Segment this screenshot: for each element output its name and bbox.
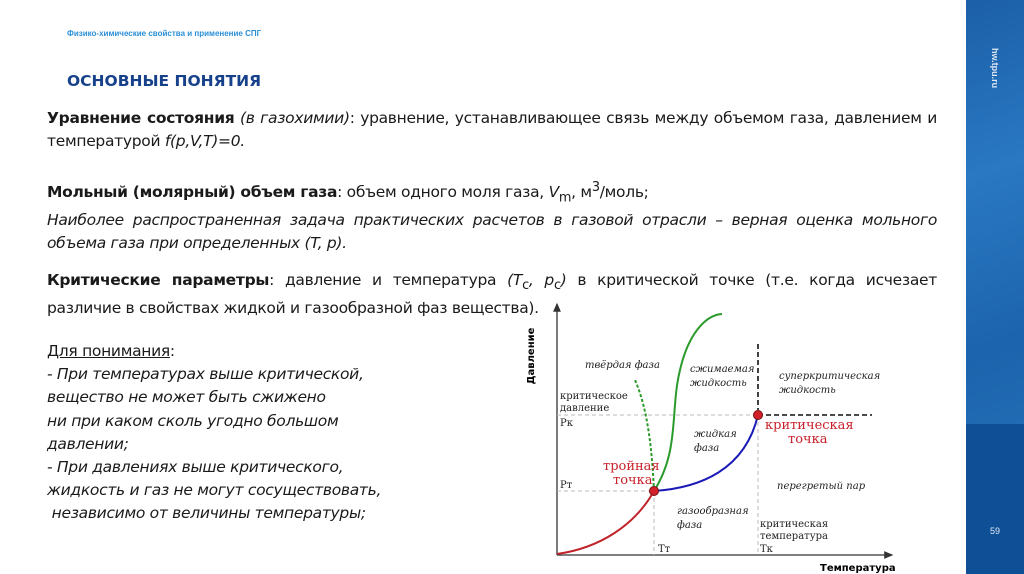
list-line: жидкость и газ не могут сосуществовать, bbox=[47, 481, 382, 500]
understanding-section bbox=[47, 340, 447, 526]
triple-point-label: тройная bbox=[603, 459, 660, 474]
paragraph-equation-of-state bbox=[47, 107, 937, 153]
text: в критической точке (т.е. когда исчезает различие в свойствах жидкой и газообразной фаз вещества). bbox=[47, 271, 937, 318]
text: /моль; bbox=[599, 183, 649, 202]
colon: : bbox=[169, 342, 175, 360]
pk-label: Pк bbox=[560, 418, 573, 429]
symbol: , p bbox=[528, 271, 554, 289]
sidebar-decoration bbox=[966, 0, 1024, 574]
compressible-liquid-label: жидкость bbox=[690, 378, 747, 389]
sidebar-footer bbox=[966, 424, 1024, 574]
liquid-phase-label: жидкая bbox=[694, 429, 737, 440]
note: (в газохимии) bbox=[240, 109, 350, 127]
x-axis-label: Температура bbox=[820, 563, 896, 574]
gas-phase-label: газообразная bbox=[677, 506, 749, 517]
superheated-vapor-label: перегретый пар bbox=[777, 481, 866, 492]
critical-point-label: критическая bbox=[765, 418, 854, 433]
page-number: 59 bbox=[989, 526, 1000, 536]
site-url: hw.tpu.ru bbox=[990, 48, 1000, 89]
compressible-liquid-label: сжимаемая bbox=[690, 364, 755, 375]
subscript: m bbox=[558, 190, 572, 206]
slide-title: ОСНОВНЫЕ ПОНЯТИЯ bbox=[67, 72, 262, 90]
critical-pressure-label: давление bbox=[560, 403, 610, 414]
superscript: 3 bbox=[591, 180, 600, 195]
text: : объем одного моля газа, bbox=[337, 183, 549, 202]
tk-label: Tк bbox=[760, 544, 773, 555]
list-line: - При температурах выше критической, bbox=[47, 365, 364, 384]
sublimation-curve bbox=[557, 491, 654, 554]
term: Критические параметры bbox=[47, 271, 270, 289]
melting-curve bbox=[654, 314, 722, 491]
text: : давление и температура bbox=[269, 271, 508, 289]
phase-diagram bbox=[520, 300, 900, 574]
symbol: ) bbox=[560, 271, 567, 289]
symbol: V bbox=[548, 183, 559, 202]
subscript: c bbox=[522, 278, 529, 294]
section-heading: Для понимания bbox=[47, 342, 170, 360]
liquid-phase-label: фаза bbox=[694, 443, 720, 454]
formula: f(p,V,T)=0. bbox=[164, 132, 245, 150]
text: , м bbox=[571, 183, 592, 202]
critical-temperature-label: температура bbox=[760, 531, 828, 542]
list-line: ни при каком сколь угодно большом bbox=[47, 411, 339, 430]
text: : уравнение, устанавливающее связь между объемом газа, давлением и температурой bbox=[47, 109, 937, 150]
term: Уравнение состояния bbox=[47, 109, 235, 127]
list-line: независимо от величины температуры; bbox=[47, 504, 366, 523]
gas-phase-label: фаза bbox=[677, 520, 703, 531]
critical-pressure-label: критическое bbox=[560, 391, 628, 402]
subscript: c bbox=[553, 278, 561, 294]
triple-point-label: точка bbox=[613, 473, 653, 488]
list-line: вещество не может быть сжижено bbox=[47, 388, 326, 407]
paragraph-molar-volume bbox=[47, 176, 937, 255]
italic-note: Наиболее распространенная задача практических расчетов в газовой отрасли – верная оценка мольного объема газа при определенных (T, p). bbox=[47, 211, 937, 253]
critical-point-marker bbox=[754, 411, 763, 420]
critical-temperature-label: критическая bbox=[760, 519, 829, 530]
y-axis-label: Давление bbox=[526, 327, 537, 385]
supercritical-fluid-label: суперкритическая bbox=[779, 371, 881, 382]
tt-label: Tт bbox=[658, 544, 671, 555]
pt-label: Pт bbox=[560, 480, 573, 491]
term: Мольный (молярный) объем газа bbox=[47, 183, 338, 202]
slide-subtitle: Физико-химические свойства и применение СПГ bbox=[67, 29, 262, 38]
symbol: (T bbox=[507, 271, 523, 289]
supercritical-fluid-label: жидкость bbox=[779, 385, 836, 396]
critical-point-label: точка bbox=[788, 432, 828, 447]
solid-phase-label: твёрдая фаза bbox=[585, 360, 660, 371]
list-line: - При давлениях выше критического, bbox=[47, 458, 344, 477]
list-line: давлении; bbox=[47, 434, 129, 453]
